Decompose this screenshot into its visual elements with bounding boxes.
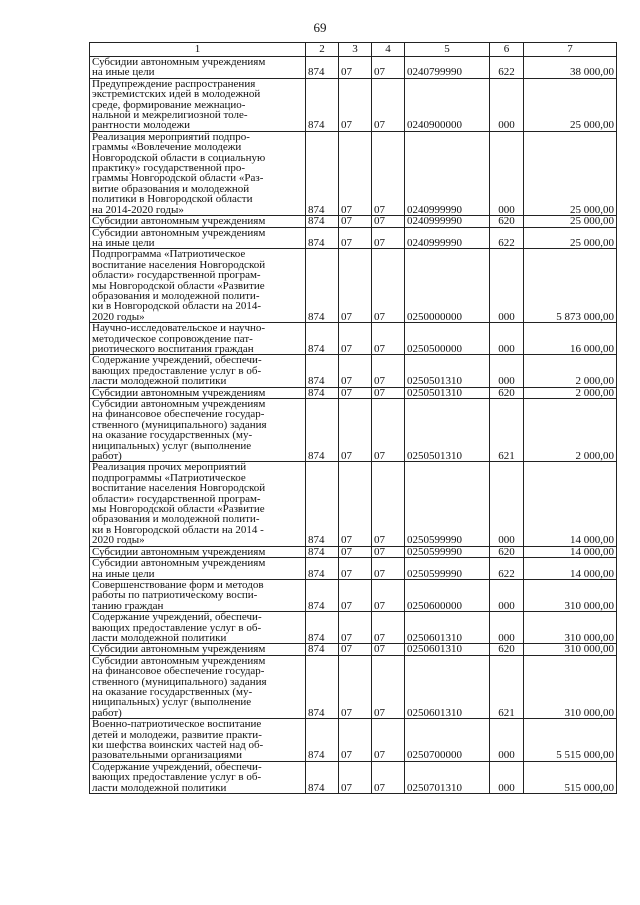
row-subsection-cell: 07 [372, 355, 405, 387]
table-row [90, 399, 617, 462]
table-row [90, 216, 617, 227]
row-name-cell: Субсидии автономным учреждениям [90, 387, 306, 398]
table-row [90, 249, 617, 323]
row-ved-cell: 874 [306, 78, 339, 131]
row-target-code-cell: 0250500000 [405, 323, 490, 355]
row-expense-type-cell: 000 [490, 579, 524, 611]
row-target-code-cell: 0250000000 [405, 249, 490, 323]
row-expense-type-cell: 622 [490, 57, 524, 79]
row-expense-type-cell: 621 [490, 399, 524, 462]
row-name-cell: Субсидии автономным учреждениям на финансовое обеспечение государ- ственного (муниципального) задания на оказание государственных (му- ниципальных) услуг (выполнение работ) [90, 399, 306, 462]
row-expense-type-cell: 620 [490, 546, 524, 557]
row-subsection-cell: 07 [372, 719, 405, 762]
row-section-cell: 07 [339, 612, 372, 644]
row-section-cell: 07 [339, 387, 372, 398]
row-amount-cell: 5 873 000,00 [524, 249, 617, 323]
row-amount-cell: 38 000,00 [524, 57, 617, 79]
row-section-cell: 07 [339, 719, 372, 762]
row-expense-type-cell: 620 [490, 216, 524, 227]
row-section-cell: 07 [339, 558, 372, 580]
row-ved-cell: 874 [306, 579, 339, 611]
row-ved-cell: 874 [306, 644, 339, 655]
row-target-code-cell: 0250501310 [405, 399, 490, 462]
row-expense-type-cell: 000 [490, 323, 524, 355]
row-section-cell: 07 [339, 399, 372, 462]
table-row [90, 78, 617, 131]
row-name-cell: Субсидии автономным учреждениям на иные цели [90, 57, 306, 79]
row-section-cell: 07 [339, 131, 372, 215]
row-subsection-cell: 07 [372, 655, 405, 718]
header-cell: 1 [90, 43, 306, 57]
row-name-cell: Субсидии автономным учреждениям [90, 546, 306, 557]
row-expense-type-cell: 622 [490, 558, 524, 580]
row-amount-cell: 14 000,00 [524, 462, 617, 546]
row-expense-type-cell: 000 [490, 355, 524, 387]
row-section-cell: 07 [339, 78, 372, 131]
header-cell: 6 [490, 43, 524, 57]
row-subsection-cell: 07 [372, 579, 405, 611]
row-name-cell: Субсидии автономным учреждениям на финансовое обеспечение государ- ственного (муниципального) задания на оказание государственных (му- ниципальных) услуг (выполнение работ) [90, 655, 306, 718]
row-expense-type-cell: 621 [490, 655, 524, 718]
header-cell: 2 [306, 43, 339, 57]
row-ved-cell: 874 [306, 216, 339, 227]
row-expense-type-cell: 000 [490, 78, 524, 131]
row-section-cell: 07 [339, 249, 372, 323]
row-section-cell: 07 [339, 546, 372, 557]
row-amount-cell: 515 000,00 [524, 761, 617, 793]
header-row [90, 43, 617, 57]
row-ved-cell: 874 [306, 57, 339, 79]
row-target-code-cell: 0250601310 [405, 644, 490, 655]
row-amount-cell: 310 000,00 [524, 579, 617, 611]
table-row [90, 558, 617, 580]
row-target-code-cell: 0250701310 [405, 761, 490, 793]
header-cell: 3 [339, 43, 372, 57]
row-target-code-cell: 0240999990 [405, 227, 490, 249]
row-subsection-cell: 07 [372, 57, 405, 79]
row-section-cell: 07 [339, 355, 372, 387]
row-amount-cell: 14 000,00 [524, 558, 617, 580]
row-name-cell: Подпрограмма «Патриотическое воспитание населения Новгородской области» государственной програм- мы Новгородской области «Развитие образования и молодежной полити- ки в Новгородской области на 2014- 2020 годы» [90, 249, 306, 323]
row-subsection-cell: 07 [372, 131, 405, 215]
row-name-cell: Субсидии автономным учреждениям на иные цели [90, 227, 306, 249]
row-subsection-cell: 07 [372, 612, 405, 644]
row-ved-cell: 874 [306, 131, 339, 215]
row-subsection-cell: 07 [372, 249, 405, 323]
row-amount-cell: 14 000,00 [524, 546, 617, 557]
row-target-code-cell: 0250700000 [405, 719, 490, 762]
page-number: 69 [313, 20, 327, 35]
row-ved-cell: 874 [306, 558, 339, 580]
row-section-cell: 07 [339, 655, 372, 718]
row-expense-type-cell: 620 [490, 387, 524, 398]
row-expense-type-cell: 000 [490, 719, 524, 762]
row-expense-type-cell: 622 [490, 227, 524, 249]
header-cell: 4 [372, 43, 405, 57]
row-target-code-cell: 0240999990 [405, 131, 490, 215]
table-row [90, 355, 617, 387]
row-ved-cell: 874 [306, 655, 339, 718]
table-row [90, 131, 617, 215]
row-section-cell: 07 [339, 644, 372, 655]
row-amount-cell: 25 000,00 [524, 216, 617, 227]
row-expense-type-cell: 000 [490, 612, 524, 644]
row-section-cell: 07 [339, 57, 372, 79]
row-amount-cell: 2 000,00 [524, 399, 617, 462]
row-target-code-cell: 0240999990 [405, 216, 490, 227]
row-amount-cell: 2 000,00 [524, 387, 617, 398]
row-amount-cell: 310 000,00 [524, 644, 617, 655]
row-ved-cell: 874 [306, 249, 339, 323]
table-row [90, 546, 617, 557]
row-target-code-cell: 0250601310 [405, 612, 490, 644]
budget-table [89, 42, 617, 794]
row-expense-type-cell: 620 [490, 644, 524, 655]
row-name-cell: Военно-патриотическое воспитание детей и молодежи, развитие практи- ки шефства воинских частей над об- разовательными организациями [90, 719, 306, 762]
row-subsection-cell: 07 [372, 558, 405, 580]
row-subsection-cell: 07 [372, 387, 405, 398]
row-amount-cell: 25 000,00 [524, 131, 617, 215]
row-subsection-cell: 07 [372, 323, 405, 355]
row-subsection-cell: 07 [372, 227, 405, 249]
row-subsection-cell: 07 [372, 761, 405, 793]
header-cell: 7 [524, 43, 617, 57]
row-section-cell: 07 [339, 462, 372, 546]
row-ved-cell: 874 [306, 719, 339, 762]
row-ved-cell: 874 [306, 761, 339, 793]
row-amount-cell: 25 000,00 [524, 227, 617, 249]
row-subsection-cell: 07 [372, 216, 405, 227]
table-row [90, 579, 617, 611]
row-target-code-cell: 0250600000 [405, 579, 490, 611]
table-row [90, 462, 617, 546]
row-target-code-cell: 0250501310 [405, 355, 490, 387]
row-ved-cell: 874 [306, 387, 339, 398]
row-name-cell: Субсидии автономным учреждениям [90, 644, 306, 655]
row-subsection-cell: 07 [372, 78, 405, 131]
row-ved-cell: 874 [306, 355, 339, 387]
row-expense-type-cell: 000 [490, 761, 524, 793]
row-name-cell: Реализация мероприятий подпро- граммы «Вовлечение молодежи Новгородской области в социальную практику» государственной про- граммы Новгородской области «Раз- витие образования и молодежной политики в Новгородской области на 2014-2020 годы» [90, 131, 306, 215]
table-row [90, 655, 617, 718]
table-row [90, 612, 617, 644]
row-ved-cell: 874 [306, 612, 339, 644]
row-subsection-cell: 07 [372, 546, 405, 557]
row-ved-cell: 874 [306, 323, 339, 355]
row-target-code-cell: 0240900000 [405, 78, 490, 131]
row-amount-cell: 16 000,00 [524, 323, 617, 355]
row-name-cell: Реализация прочих мероприятий подпрограммы «Патриотическое воспитание населения Новгородской области» государственной програм- мы Новгородской области «Развитие образования и молодежной полити- ки в Новгородской области на 2014 - 2020 годы» [90, 462, 306, 546]
row-section-cell: 07 [339, 323, 372, 355]
row-name-cell: Содержание учреждений, обеспечи- вающих предоставление услуг в об- ласти молодежной политики [90, 355, 306, 387]
table-row [90, 387, 617, 398]
table-row [90, 719, 617, 762]
row-target-code-cell: 0250599990 [405, 558, 490, 580]
header-cell: 5 [405, 43, 490, 57]
row-subsection-cell: 07 [372, 462, 405, 546]
row-amount-cell: 25 000,00 [524, 78, 617, 131]
row-target-code-cell: 0250599990 [405, 546, 490, 557]
row-name-cell: Предупреждение распространения экстремистских идей в молодежной среде, формирование межнацио- нальной и межрелигиозной толе- рантности молодежи [90, 78, 306, 131]
row-name-cell: Субсидии автономным учреждениям [90, 216, 306, 227]
row-target-code-cell: 0250601310 [405, 655, 490, 718]
row-name-cell: Содержание учреждений, обеспечи- вающих предоставление услуг в об- ласти молодежной политики [90, 612, 306, 644]
row-name-cell: Научно-исследовательское и научно- методическое сопровождение пат- риотического воспитания граждан [90, 323, 306, 355]
row-ved-cell: 874 [306, 399, 339, 462]
row-expense-type-cell: 000 [490, 249, 524, 323]
row-expense-type-cell: 000 [490, 131, 524, 215]
row-section-cell: 07 [339, 579, 372, 611]
table-row [90, 227, 617, 249]
row-name-cell: Содержание учреждений, обеспечи- вающих предоставление услуг в об- ласти молодежной политики [90, 761, 306, 793]
table-row [90, 323, 617, 355]
row-name-cell: Субсидии автономным учреждениям на иные цели [90, 558, 306, 580]
row-amount-cell: 2 000,00 [524, 355, 617, 387]
row-target-code-cell: 0240799990 [405, 57, 490, 79]
row-name-cell: Совершенствование форм и методов работы по патриотическому воспи- танию граждан [90, 579, 306, 611]
row-amount-cell: 310 000,00 [524, 612, 617, 644]
table-row [90, 644, 617, 655]
row-section-cell: 07 [339, 761, 372, 793]
row-ved-cell: 874 [306, 462, 339, 546]
row-amount-cell: 310 000,00 [524, 655, 617, 718]
row-expense-type-cell: 000 [490, 462, 524, 546]
row-subsection-cell: 07 [372, 399, 405, 462]
row-target-code-cell: 0250501310 [405, 387, 490, 398]
row-section-cell: 07 [339, 216, 372, 227]
table-row [90, 761, 617, 793]
row-ved-cell: 874 [306, 546, 339, 557]
row-subsection-cell: 07 [372, 644, 405, 655]
row-target-code-cell: 0250599990 [405, 462, 490, 546]
row-section-cell: 07 [339, 227, 372, 249]
row-amount-cell: 5 515 000,00 [524, 719, 617, 762]
row-ved-cell: 874 [306, 227, 339, 249]
table-row [90, 57, 617, 79]
